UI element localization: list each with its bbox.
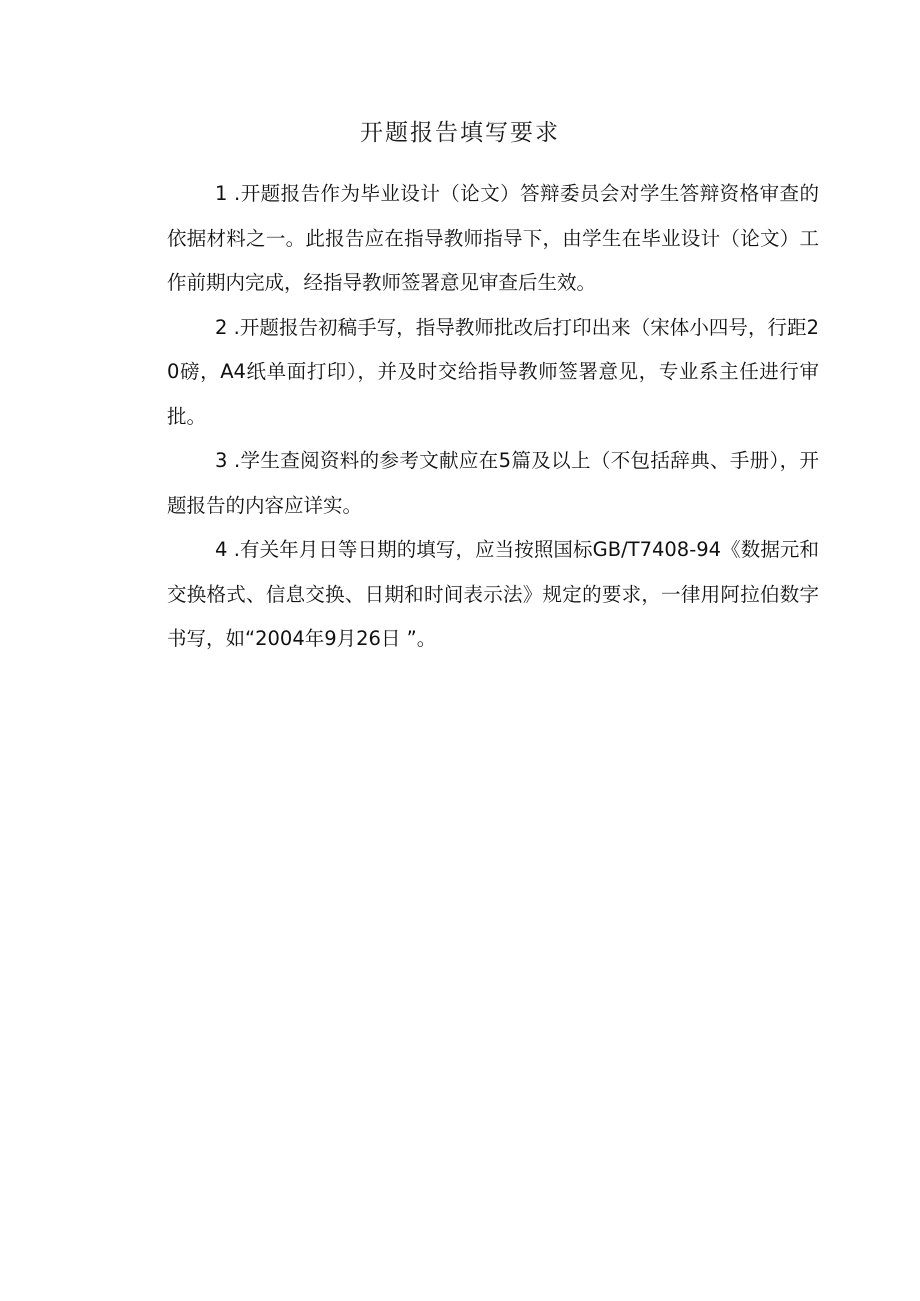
- requirement-item-4: 4 .有关年月日等日期的填写，应当按照国标GB/T7408-94《数据元和交换格式、信息交换、日期和时间表示法》规定的要求，一律用阿拉伯数字书写，如“2004年9月26日 ”。: [167, 538, 819, 650]
- requirements-list: [167, 172, 819, 662]
- page-title: 开题报告填写要求: [360, 120, 560, 146]
- requirement-item-2: 2 .开题报告初稿手写，指导教师批改后打印出来（宋体小四号，行距20磅，A4纸单面打印），并及时交给指导教师签署意见，专业系主任进行审批。: [167, 315, 819, 428]
- requirement-item-1: 1 .开题报告作为毕业设计（论文）答辩委员会对学生答辩资格审查的依据材料之一。此报告应在指导教师指导下，由学生在毕业设计（论文）工作前期内完成，经指导教师签署意见审查后生效。: [167, 182, 819, 294]
- requirement-item-3: 3 .学生查阅资料的参考文献应在5篇及以上（不包括辞典、手册），开题报告的内容应详实。: [167, 449, 819, 517]
